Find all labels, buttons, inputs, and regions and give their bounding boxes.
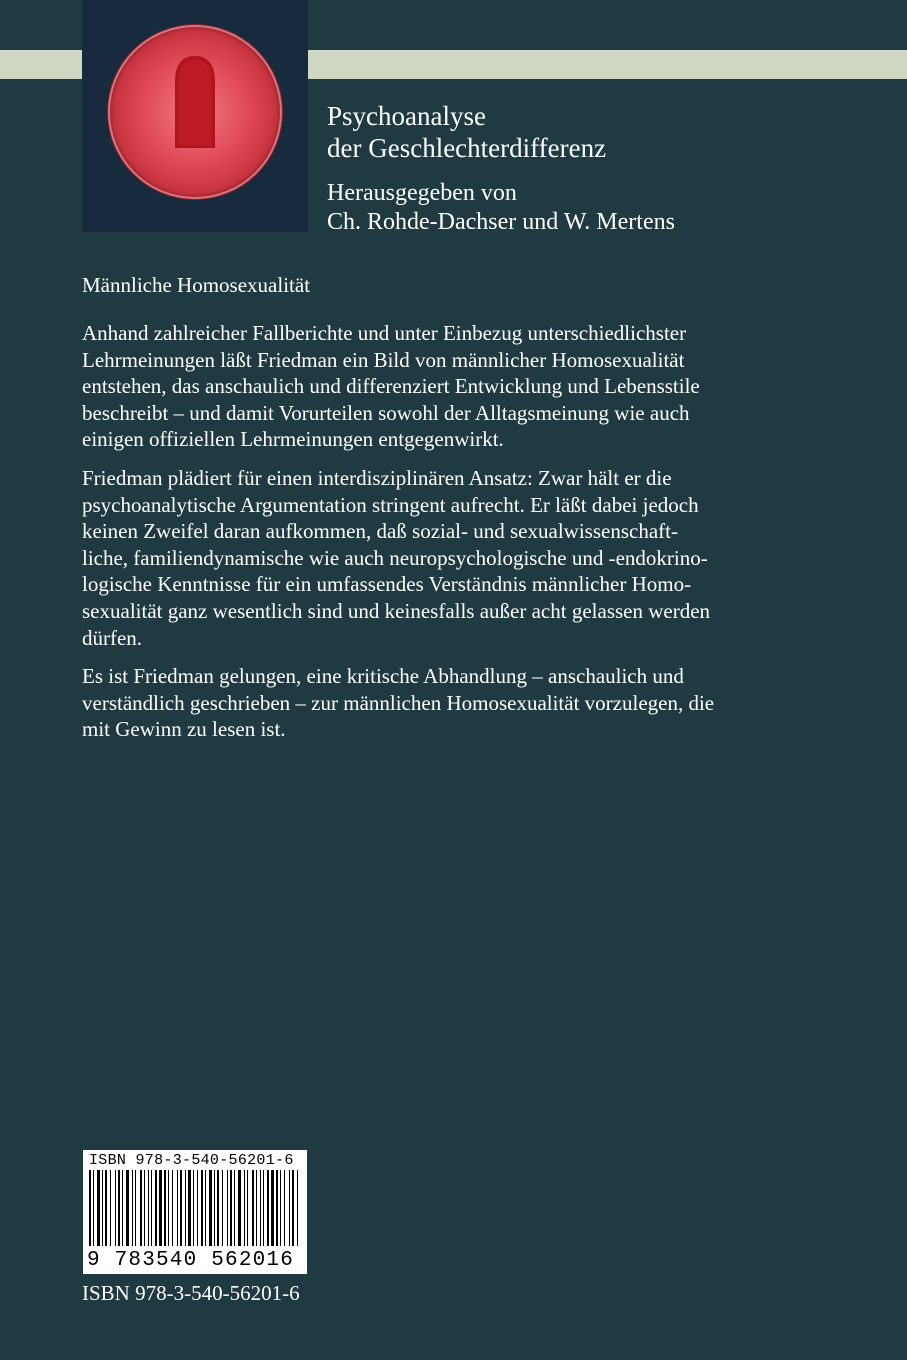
barcode-bar [177,1170,178,1246]
barcode-bar [234,1170,235,1246]
barcode-bar [97,1170,100,1246]
barcode-bar [197,1170,198,1246]
barcode-bar [188,1170,191,1246]
blurb-line: psychoanalytische Argumentation stringent aufrecht. Er läßt dabei jedoch [82,492,699,517]
blurb-line: mit Gewinn zu lesen ist. [82,717,286,742]
barcode-bar [292,1170,294,1246]
barcode-bar [144,1170,145,1246]
blurb-line: einigen offiziellen Lehrmeinungen entgegenwirkt. [82,427,504,452]
barcode-bar [209,1170,212,1246]
book-title: Männliche Homosexualität [82,273,311,297]
blurb-line: sexualität ganz wesentlich sind und keinesfalls außer acht gelassen werden [82,598,711,623]
blurb-line: logische Kenntnisse für ein umfassendes Verständnis männlicher Homo- [82,572,692,597]
barcode-bar [135,1170,136,1246]
blurb-paragraph-3 [82,663,772,743]
barcode-bar [118,1170,120,1246]
barcode-bar [222,1170,223,1246]
barcode-bar [230,1170,232,1246]
barcode-bar [193,1170,194,1246]
blurb-paragraph-2 [82,465,772,651]
barcode-bar [247,1170,248,1246]
cover-emblem [82,0,308,232]
barcode-bar [267,1170,269,1246]
barcode-icon [87,1170,303,1250]
blurb-line: Lehrmeinungen läßt Friedman ein Bild von männlicher Homosexualität [82,347,685,372]
barcode-bar [284,1170,285,1246]
barcode-bar [115,1170,116,1246]
barcode-bar [122,1170,123,1246]
blurb-line: liche, familiendynamische wie auch neuropsychologische und -endokrino- [82,545,708,570]
barcode-bar [252,1170,254,1246]
barcode-bar [155,1170,157,1246]
barcode-bar [280,1170,281,1246]
barcode-bar [256,1170,257,1246]
barcode-bar [89,1170,91,1246]
barcode-bar [102,1170,103,1246]
barcode-bar [140,1170,142,1246]
blurb-line: verständlich geschrieben – zur männlichen Homosexualität vorzulegen, die [82,690,715,715]
blurb-line: Anhand zahlreicher Fallberichte und unter Einbezug unterschiedlichster [82,321,687,345]
blurb-line: Friedman plädiert für einen interdisziplinären Ansatz: Zwar hält er die [82,465,672,490]
series-title [327,100,887,164]
blurb-line: dürfen. [82,625,143,650]
barcode-bar [185,1170,186,1246]
series-editors [327,179,887,237]
blurb-paragraph-1 [82,320,772,453]
barcode-bar [227,1170,228,1246]
barcode-bar [164,1170,166,1246]
barcode-bar [289,1170,290,1246]
barcode-bar [148,1170,149,1246]
isbn-text: ISBN 978-3-540-56201-6 [82,1281,300,1305]
barcode-bar [126,1170,129,1246]
blurb-line: Es ist Friedman gelungen, eine kritische Abhandlung – anschaulich und [82,664,684,689]
barcode-bar [180,1170,182,1246]
barcode-bar [201,1170,203,1246]
red-circle-arch-icon [82,0,308,232]
barcode-isbn-label: ISBN 978-3-540-56201-6 [89,1152,294,1169]
barcode-bar [297,1170,298,1246]
blurb-line: keinen Zweifel daran aufkommen, daß sozial- und sexualwissenschaft- [82,519,678,544]
barcode-bar [168,1170,169,1246]
barcode-bar [93,1170,94,1246]
barcode-bar [105,1170,107,1246]
barcode-bar [238,1170,241,1246]
barcode-bar [263,1170,264,1246]
barcode-bar [244,1170,245,1246]
editors-line-1: Herausgegeben von [327,180,517,206]
barcode-bar [271,1170,274,1246]
barcode-bar [205,1170,206,1246]
barcode-bar [159,1170,162,1246]
barcode-digits: 9 783540 562016 [87,1249,295,1272]
barcode-bar [217,1170,219,1246]
barcode-box [83,1150,307,1274]
barcode-bar [132,1170,133,1246]
blurb [82,320,772,755]
barcode-bar [151,1170,152,1246]
barcode-bar [276,1170,278,1246]
series-title-line-2: der Geschlechterdifferenz [327,133,607,163]
editors-line-2: Ch. Rohde-Dachser und W. Mertens [327,209,675,235]
blurb-line: beschreibt – und damit Vorurteilen sowohl der Alltagsmeinung wie auch [82,400,690,425]
barcode-bar [110,1170,111,1246]
series-title-line-1: Psychoanalyse [327,101,486,131]
blurb-line: entstehen, das anschaulich und differenziert Entwicklung und Lebensstile [82,374,700,399]
barcode-bar [260,1170,261,1246]
barcode-bar [214,1170,215,1246]
barcode-bar [172,1170,173,1246]
